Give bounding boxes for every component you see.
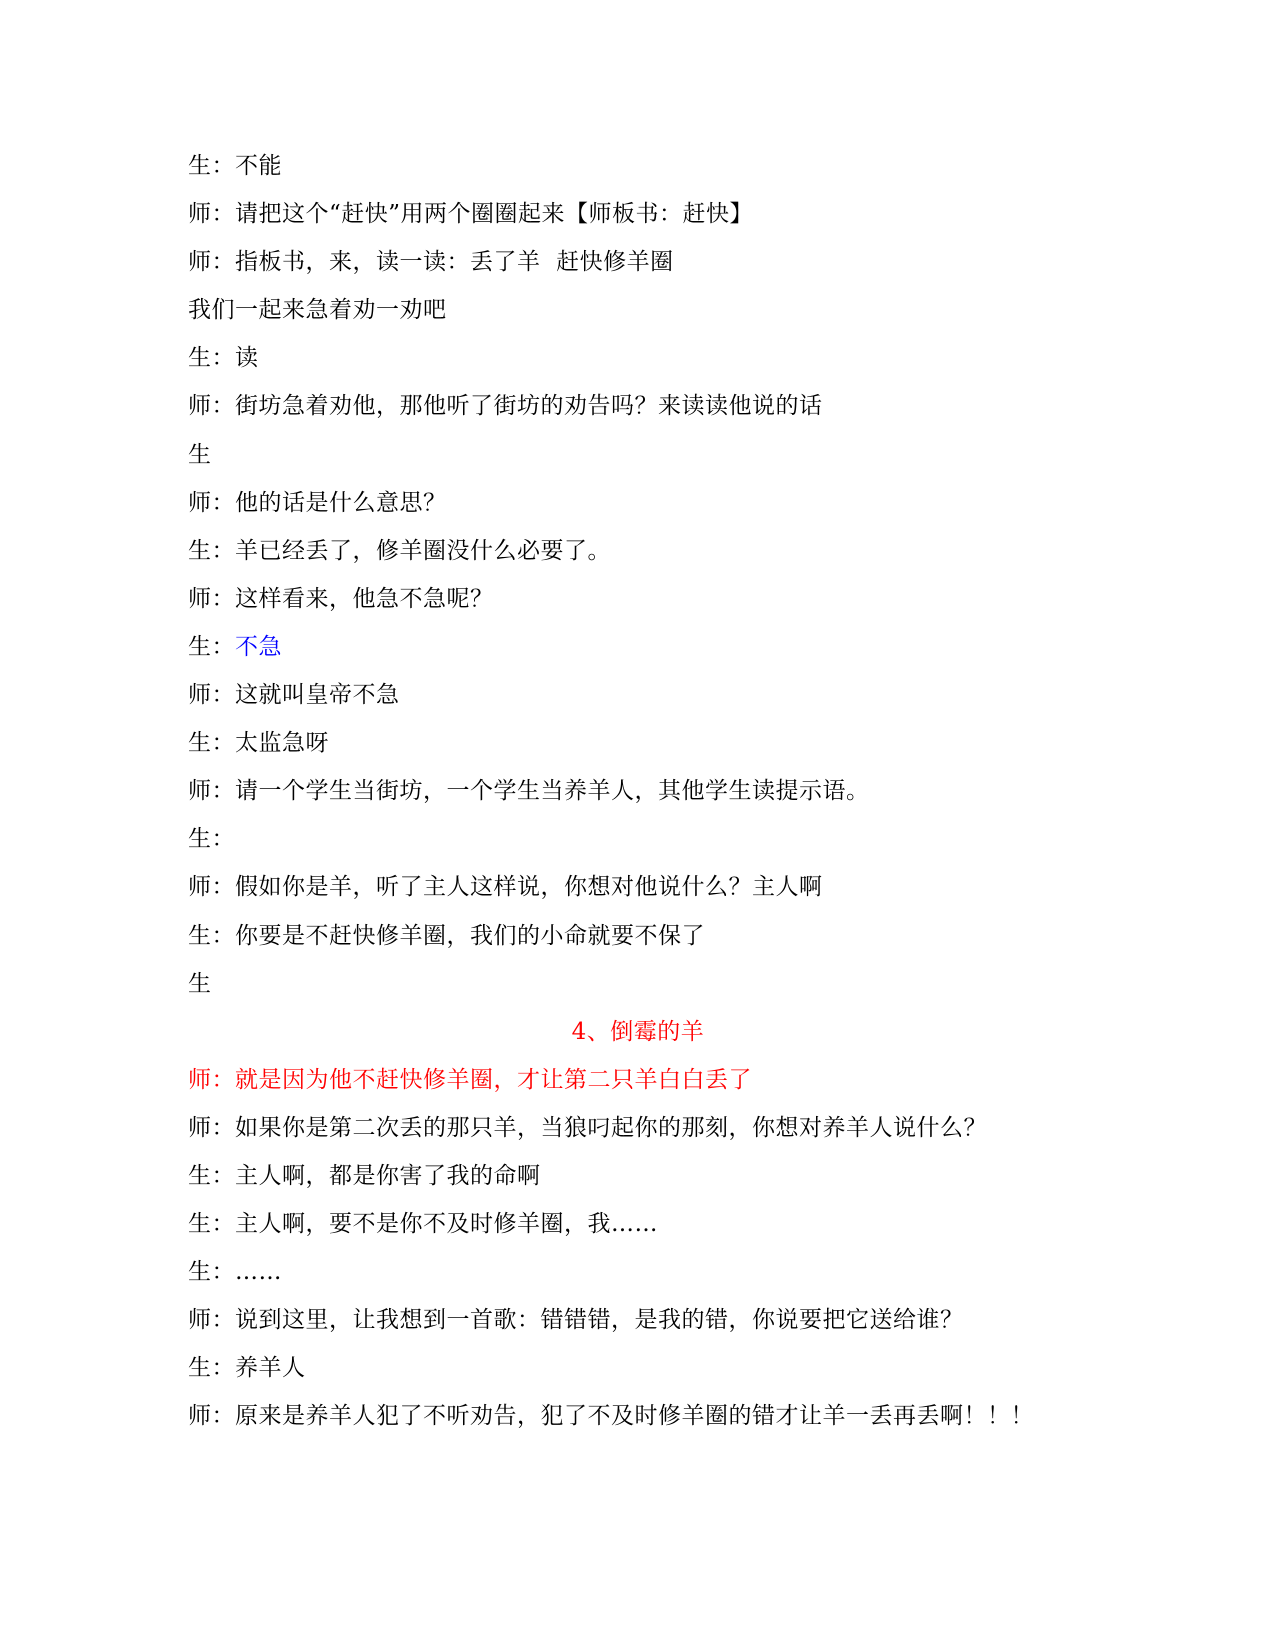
line-text: 羊已经丢了，修羊圈没什么必要了。: [235, 537, 611, 564]
line-text: 主人啊，都是你害了我的命啊: [235, 1162, 541, 1189]
line-text: 请把这个“赶快”用两个圈圈起来【师板书：赶快】: [235, 201, 754, 228]
dialogue-line: [188, 671, 1088, 719]
dialogue-line: [188, 815, 1088, 863]
dialogue-line: [188, 1152, 1088, 1200]
speaker-label: 师：: [188, 874, 235, 901]
line-text: 这就叫皇帝不急: [235, 682, 400, 709]
dialogue-line: [188, 431, 1088, 479]
line-text: 原来是养羊人犯了不听劝告，犯了不及时修羊圈的错才让羊一丢再丢啊！！！: [235, 1403, 1034, 1430]
speaker-label: 师：: [188, 682, 235, 709]
speaker-label: 师：: [188, 393, 235, 420]
line-text-highlighted: 不急: [235, 633, 282, 660]
speaker-label: 师：: [188, 1066, 235, 1093]
speaker-label: 生：: [188, 1355, 235, 1382]
speaker-label: 生：: [188, 1259, 235, 1286]
dialogue-line: [188, 912, 1088, 960]
line-text: 你要是不赶快修羊圈，我们的小命就要不保了: [235, 922, 705, 949]
line-text: 指板书，来，读一读：丢了羊 赶快修羊圈: [235, 249, 674, 276]
dialogue-line: [188, 575, 1088, 623]
speaker-label: 生：: [188, 1162, 235, 1189]
dialogue-line: [188, 1296, 1088, 1344]
speaker-label: 生：: [188, 730, 235, 757]
dialogue-line: [188, 142, 1088, 190]
speaker-label: 生：: [188, 537, 235, 564]
dialogue-line: [188, 960, 1088, 1008]
speaker-label: 生：: [188, 922, 235, 949]
speaker-label: 生：: [188, 633, 235, 660]
line-text: 街坊急着劝他，那他听了街坊的劝告吗？来读读他说的话: [235, 393, 823, 420]
dialogue-line: [188, 719, 1088, 767]
dialogue-line: [188, 1392, 1088, 1440]
dialogue-line: [188, 190, 1088, 238]
dialogue-line: [188, 382, 1088, 430]
dialogue-line: [188, 767, 1088, 815]
speaker-label: 生：: [188, 826, 235, 853]
line-text: 不能: [235, 153, 282, 179]
dialogue-line: [188, 238, 1088, 286]
speaker-label: 生：: [188, 1211, 235, 1238]
line-text: 就是因为他不赶快修羊圈，才让第二只羊白白丢了: [235, 1066, 752, 1093]
line-text: 我们一起来急着劝一劝吧: [188, 297, 447, 324]
dialogue-line: [188, 286, 1088, 334]
line-text: 这样看来，他急不急呢？: [235, 585, 494, 612]
line-text: 假如你是羊，听了主人这样说，你想对他说什么？主人啊: [235, 874, 823, 901]
line-text: 说到这里，让我想到一首歌：错错错，是我的错，你说要把它送给谁？: [235, 1307, 964, 1334]
dialogue-line: [188, 1200, 1088, 1248]
speaker-label: 师：: [188, 201, 235, 228]
line-text: ……: [235, 1259, 282, 1286]
dialogue-transcript: [188, 142, 1088, 1441]
line-text: 读: [235, 345, 259, 372]
section-heading-text: 4、倒霉的羊: [571, 1018, 705, 1045]
dialogue-line: [188, 527, 1088, 575]
dialogue-line: [188, 1248, 1088, 1296]
speaker-label: 师：: [188, 1114, 235, 1141]
dialogue-line: [188, 1344, 1088, 1392]
speaker-label: 生：: [188, 345, 235, 372]
dialogue-line: [188, 1104, 1088, 1152]
line-text: 养羊人: [235, 1355, 306, 1382]
speaker-label: 师：: [188, 489, 235, 516]
speaker-label: 师：: [188, 1307, 235, 1334]
dialogue-line: [188, 334, 1088, 382]
dialogue-line: [188, 479, 1088, 527]
speaker-label: 生：: [188, 153, 235, 179]
speaker-label: 生: [188, 970, 212, 997]
speaker-label: 生: [188, 441, 212, 468]
speaker-label: 师：: [188, 585, 235, 612]
dialogue-line: [188, 863, 1088, 911]
line-text: 如果你是第二次丢的那只羊，当狼叼起你的那刻，你想对养羊人说什么？: [235, 1114, 987, 1141]
section-heading: [188, 1008, 1088, 1056]
line-text: 主人啊，要不是你不及时修羊圈，我……: [235, 1211, 658, 1238]
line-text: 他的话是什么意思？: [235, 489, 447, 516]
speaker-label: 师：: [188, 249, 235, 276]
speaker-label: 师：: [188, 778, 235, 805]
line-text: 请一个学生当街坊，一个学生当养羊人，其他学生读提示语。: [235, 778, 870, 805]
dialogue-line: [188, 623, 1088, 671]
speaker-label: 师：: [188, 1403, 235, 1430]
dialogue-line-highlighted: [188, 1056, 1088, 1104]
line-text: 太监急呀: [235, 730, 329, 757]
